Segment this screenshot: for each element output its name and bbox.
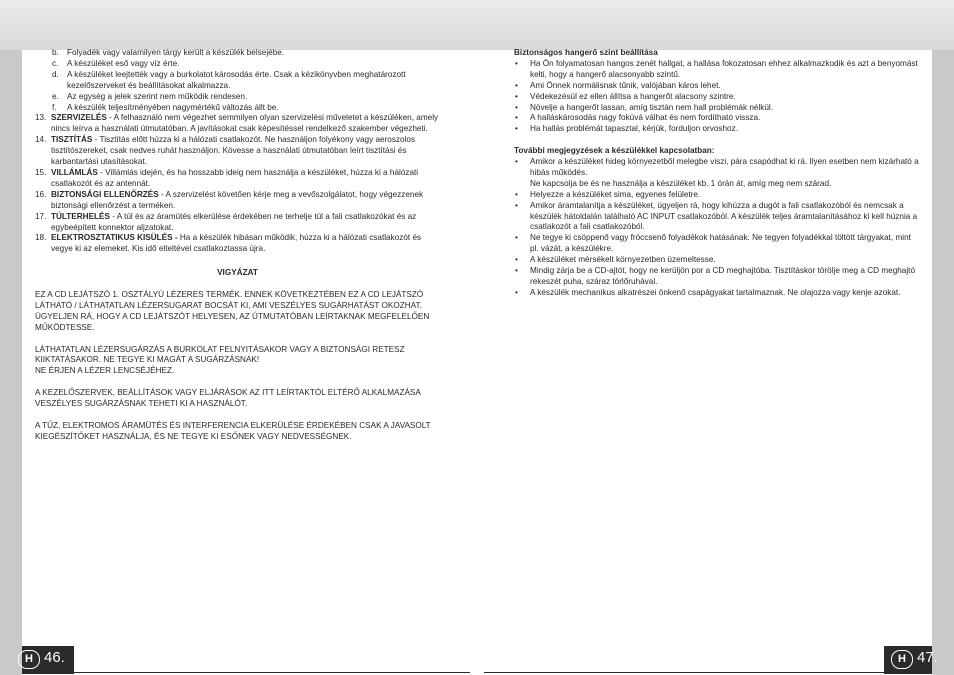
list-item: • A halláskárosodás nagy fokúvá válhat és nem fordítható vissza. xyxy=(515,113,761,123)
language-badge: H xyxy=(891,650,913,669)
right-footer-rule xyxy=(484,672,884,673)
warning-paragraph: A KEZELŐSZERVEK, BEÁLLÍTÁSOK VAGY ELJÁRÁSOK AZ ITT LEÍRTAKTÓL ELTÉRŐ ALKALMAZÁSA VESZÉLYES SUGÁRZÁSNAK TEHETI KI A HASZNÁLÓT. xyxy=(35,388,421,409)
left-page-content xyxy=(35,48,440,443)
warning-paragraph: A TŰZ, ELEKTROMOS ÁRAMÜTÉS ÉS INTERFERENCIA ELKERÜLÉSE ÉRDEKÉBEN CSAK A JAVASOLT KIEGÉSZÍTŐKET HASZNÁLJA, ÉS NE TEGYE KI ESŐNEK VAGY NEDVESSÉGNEK. xyxy=(35,420,431,441)
page-number: 46. xyxy=(44,649,65,666)
list-item: f. A készülék teljesítményében nagymértékű változás állt be. xyxy=(52,102,279,112)
list-item: 15. VILLÁMLÁS - Villámlás idején, és ha hosszabb ideig nem használja a készüléket, húzza ki a hálózati csatlakozót és az antennát. xyxy=(35,167,419,188)
list-item: • A készüléket mérsékelt környezetben üzemeltesse. xyxy=(515,255,716,265)
right-page-content xyxy=(514,48,919,299)
list-item: • Amikor áramtalanítja a készüléket, ügyeljen rá, hogy kihúzza a dugót a fali csatlakozóból és nemcsak a készülék hátoldalán található AC INPUT csatlakozóból. A készülék teljes áramtalanításához ki kell húznia a csatlakozót a fali csatlakozóból. xyxy=(515,200,918,232)
section-heading: További megjegyzések a készülékkel kapcsolatban: xyxy=(514,146,715,156)
list-item: c. A készüléket eső vagy víz érte. xyxy=(52,58,180,68)
top-banner xyxy=(0,0,954,50)
list-item: • Védekezésül ez ellen állítsa a hangerőt alacsony szintre. xyxy=(515,91,736,101)
left-margin-strip xyxy=(0,50,22,675)
list-item: 18. ELEKTROSZTATIKUS KISÜLÉS - Ha a készülék hibásan működik, húzza ki a hálózati csatlakozót és vegye ki az elemeket. Kis idő elteltével csatlakoztassa újra. xyxy=(35,233,422,254)
language-badge: H xyxy=(18,650,40,669)
list-item: • Amikor a készüléket hideg környezetből melegbe viszi, pára csapódhat ki rá. Ilyen esetben nem kizárható a hibás működés. Ne kapcsolja be és ne használja a készüléket kb. 1 órán át, amíg meg nem szárad. xyxy=(515,157,919,188)
bullet-list xyxy=(514,59,919,135)
list-item: 13. SZERVIZELÉS - A felhasználó nem végezhet semmilyen olyan szervizelési műveletet a készüléken, amely nincs leírva a használati útmutatóban. A javításokat csak képesítéssel rendelkező szakember végezheti. xyxy=(35,113,439,134)
list-item: • Mindig zárja be a CD-ajtót, hogy ne kerüljön por a CD meghajtóba. Tisztításkor törölje meg a CD meghajtó rekeszét puha, száraz törlőruhával. xyxy=(515,266,915,287)
list-item: • Ami Önnek normálisnak tűnik, valójában káros lehet. xyxy=(515,80,721,90)
warning-paragraph: LÁTHATATLAN LÉZERSUGÁRZÁS A BURKOLAT FELNYITÁSAKOR VAGY A BIZTONSÁGI RETESZ KIIKTATÁSAKOR. NE TEGYE KI MAGÁT A SUGÁRZÁSNAK! NE ÉRJEN A LÉZER LENCSÉJÉHEZ. xyxy=(35,344,405,376)
warning-paragraph: EZ A CD LEJÁTSZÓ 1. OSZTÁLYÚ LÉZERES TERMÉK. ENNEK KÖVETKEZTÉBEN EZ A CD LEJÁTSZÓ LÁTHATÓ / LÁTHATATLAN LÉZERSUGARAT BOCSÁT KI, AMI VESZÉLYES SUGÁRHATÁST OKOZHAT. ÜGYELJEN RÁ, HOGY A CD LEJÁTSZÓT HELYESEN, AZ ÚTMUTATÓBAN LEÍRTAKNAK MEGFELELŐEN MŰKÖDTESSE. xyxy=(35,290,430,332)
list-item: 17. TÚLTERHELÉS - A túl és az áramütés elkerülése érdekében ne terhelje túl a fali csatlakozókat és az egybeépített konnektor aljzatokat. xyxy=(35,211,417,232)
warning-title: VIGYÁZAT xyxy=(217,268,258,278)
list-item: • Ha Ön folyamatosan hangos zenét hallgat, a hallása fokozatosan ehhez alkalmazkodik és azt a benyomást kelti, hogy a hangerő alacsonyabb szintű. xyxy=(515,58,918,79)
list-item: 16. BIZTONSÁGI ELLENŐRZÉS - A szervizelést követően kérje meg a vevőszolgálatot, hogy végezzenek biztonsági ellenőrzést a terméken. xyxy=(35,189,424,210)
bullet-list xyxy=(514,157,919,299)
list-item: • Ne tegye ki csöppenő vagy fröccsenő folyadékok hatásának. Ne tegyen folyadékkal töltött tárgyakat, mint pl. vázát, a készülékre. xyxy=(515,233,911,254)
right-margin-strip xyxy=(932,50,954,675)
numbered-list xyxy=(35,113,440,255)
list-item: e. Az egység a jelek szerint nem működik rendesen. xyxy=(52,91,248,101)
list-item: • Ha hallás problémát tapasztal, kérjük, forduljon orvoshoz. xyxy=(515,124,738,134)
list-item: • Helyezze a készüléket sima, egyenes felületre. xyxy=(515,189,701,199)
list-item: d. A készüléket leejtették vagy a burkolatot károsodás érte. Csak a kézikönyvben meghatározott kezelőszerveket és beállításokat alkalmazza. xyxy=(52,69,406,90)
list-item: • A készülék mechanikus alkatrészei önkenő csapágyakat tartalmaznak. Ne olajozza vagy kenje azokat. xyxy=(515,287,901,297)
alpha-list xyxy=(35,48,440,113)
section-heading: Biztonságos hangerő szint beállítása xyxy=(514,48,658,57)
list-item: 14. TISZTÍTÁS - Tisztítás előtt húzza ki a hálózati csatlakozót. Ne használjon folyékony vagy aeroszolos tisztítószereket, csak nedves ruhát használjon. Kövesse a használati útmutatóban leírt tisztítási és karbantartási utasításokat. xyxy=(35,135,416,167)
left-footer-rule xyxy=(74,672,470,673)
list-item: b. Folyadék vagy valamilyen tárgy került a készülék belsejébe. xyxy=(52,48,285,57)
list-item: • Növelje a hangerőt lassan, amíg tisztán nem hall problémák nélkül. xyxy=(515,102,774,112)
page-number: 47. xyxy=(917,649,938,666)
